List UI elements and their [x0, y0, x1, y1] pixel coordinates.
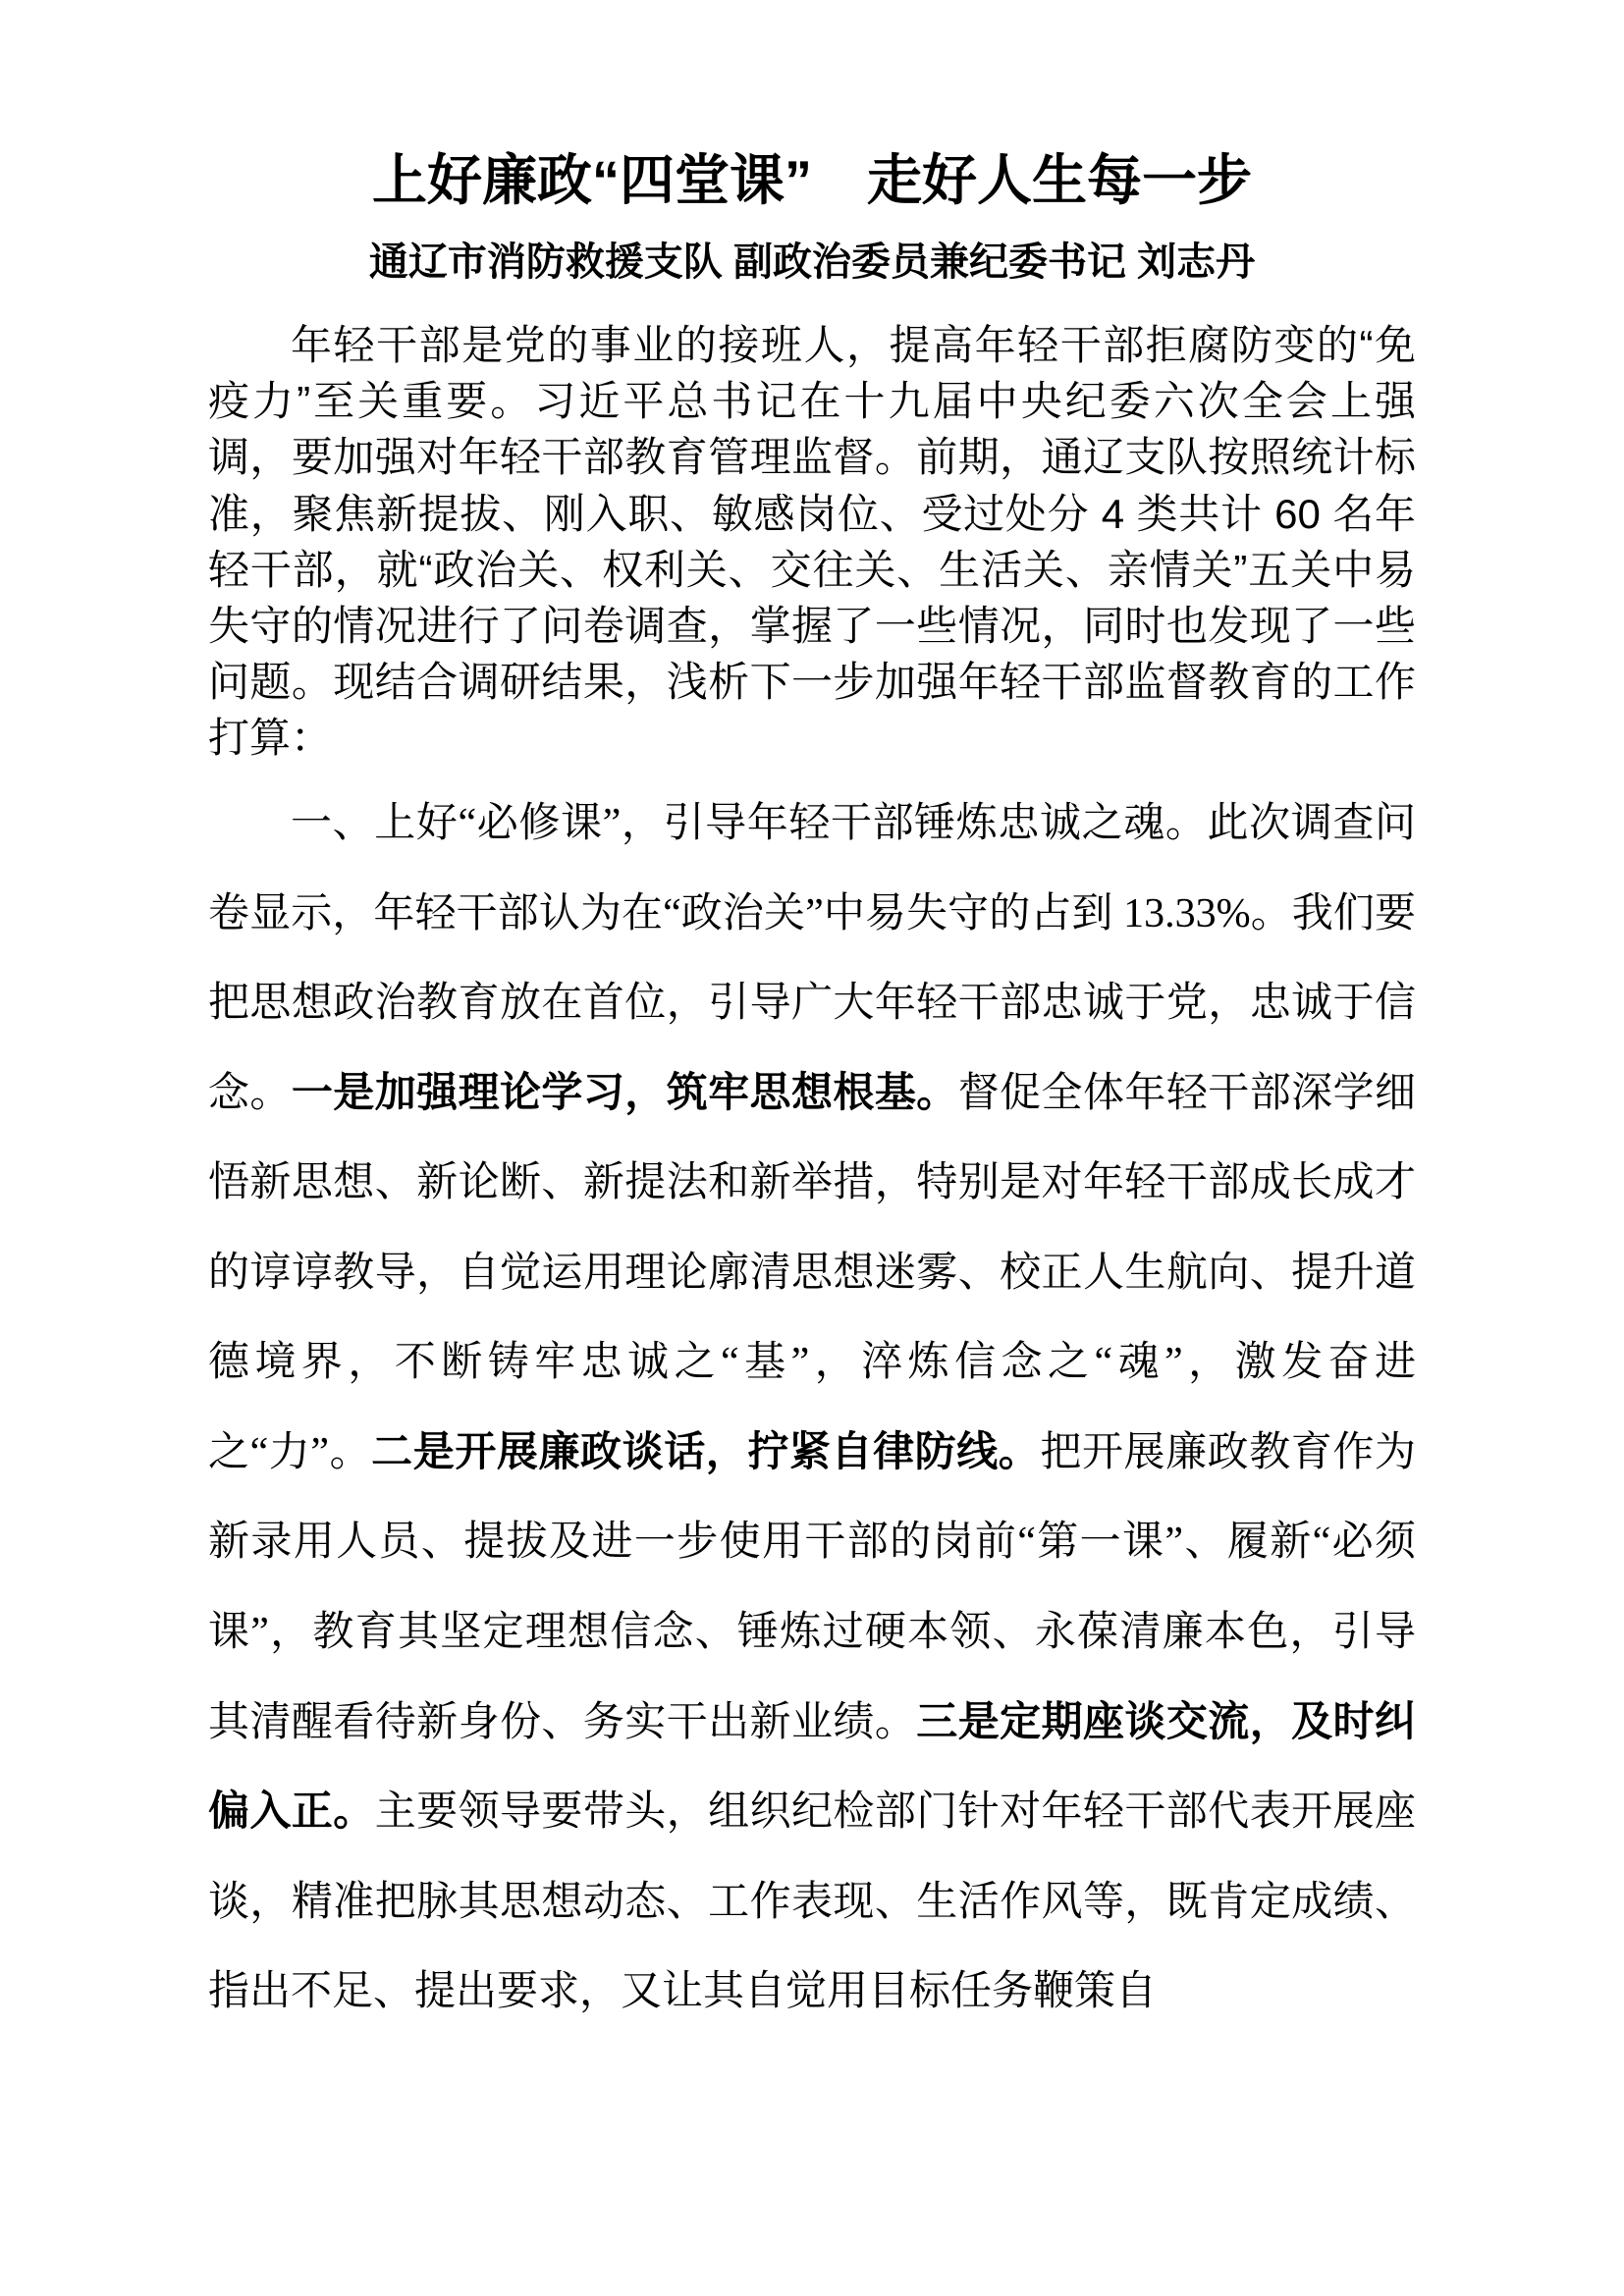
intro-paragraph: 年轻干部是党的事业的接班人，提高年轻干部拒腐防变的“免疫力”至关重要。习近平总书记在十九届中央纪委六次全会上强调，要加强对年轻干部教育管理监督。前期，通辽支队按照统计标准，聚焦新提拔、刚入职、敏感岗位、受过处分 4 类共计 60 名年轻干部，就“政治关、权利关、交往关、生活关、亲情关”五关中易失守的情况进行了问卷调查，掌握了一些情况，同时也发现了一些问题。现结合调研结果，浅析下一步加强年轻干部监督教育的工作打算： — [208, 322, 1416, 761]
body-run: 把开展廉政教育作为新录用人员、提拔及进一步使用干部的岗前“第一课”、履新“必须课”，教育其坚定理想信念、锤炼过硬本领、永葆清廉本色，引导其清醒看待新身份、务实干出新业绩。 — [208, 1429, 1416, 1745]
document-byline: 通辽市消防救援支队 副政治委员兼纪委书记 刘志丹 — [368, 240, 1256, 285]
body-run-bold: 一是加强理论学习，筑牢思想根基。 — [291, 1070, 958, 1116]
body-run: 主要领导要带头，组织纪检部门针对年轻干部代表开展座谈，精准把脉其思想动态、工作表现、生活作风等，既肯定成绩、指出不足、提出要求，又让其自觉用目标任务鞭策自 — [208, 1789, 1416, 2015]
body-paragraph — [208, 779, 1416, 2038]
body-run: 督促全体年轻干部深学细悟新思想、新论断、新提法和新举措，特别是对年轻干部成长成才的谆谆教导，自觉运用理论廓清思想迷雾、校正人生航向、提升道德境界，不断铸牢忠诚之“基”，淬炼信念之“魂”，激发奋进之“力”。 — [208, 1070, 1416, 1475]
body-run-bold: 三是定期座谈交流，及时纠偏入正。 — [208, 1699, 1416, 1836]
body-run-bold: 二是开展廉政谈话，拧紧自律防线。 — [371, 1429, 1041, 1475]
body-run: 一、上好“必修课”，引导年轻干部锤炼忠诚之魂。此次调查问卷显示，年轻干部认为在“政治关”中易失守的占到 13.33%。我们要把思想政治教育放在首位，引导广大年轻干部忠诚于党，忠诚于信念。 — [208, 801, 1416, 1116]
document-title: 上好廉政“四堂课” 走好人生每一步 — [372, 149, 1252, 211]
